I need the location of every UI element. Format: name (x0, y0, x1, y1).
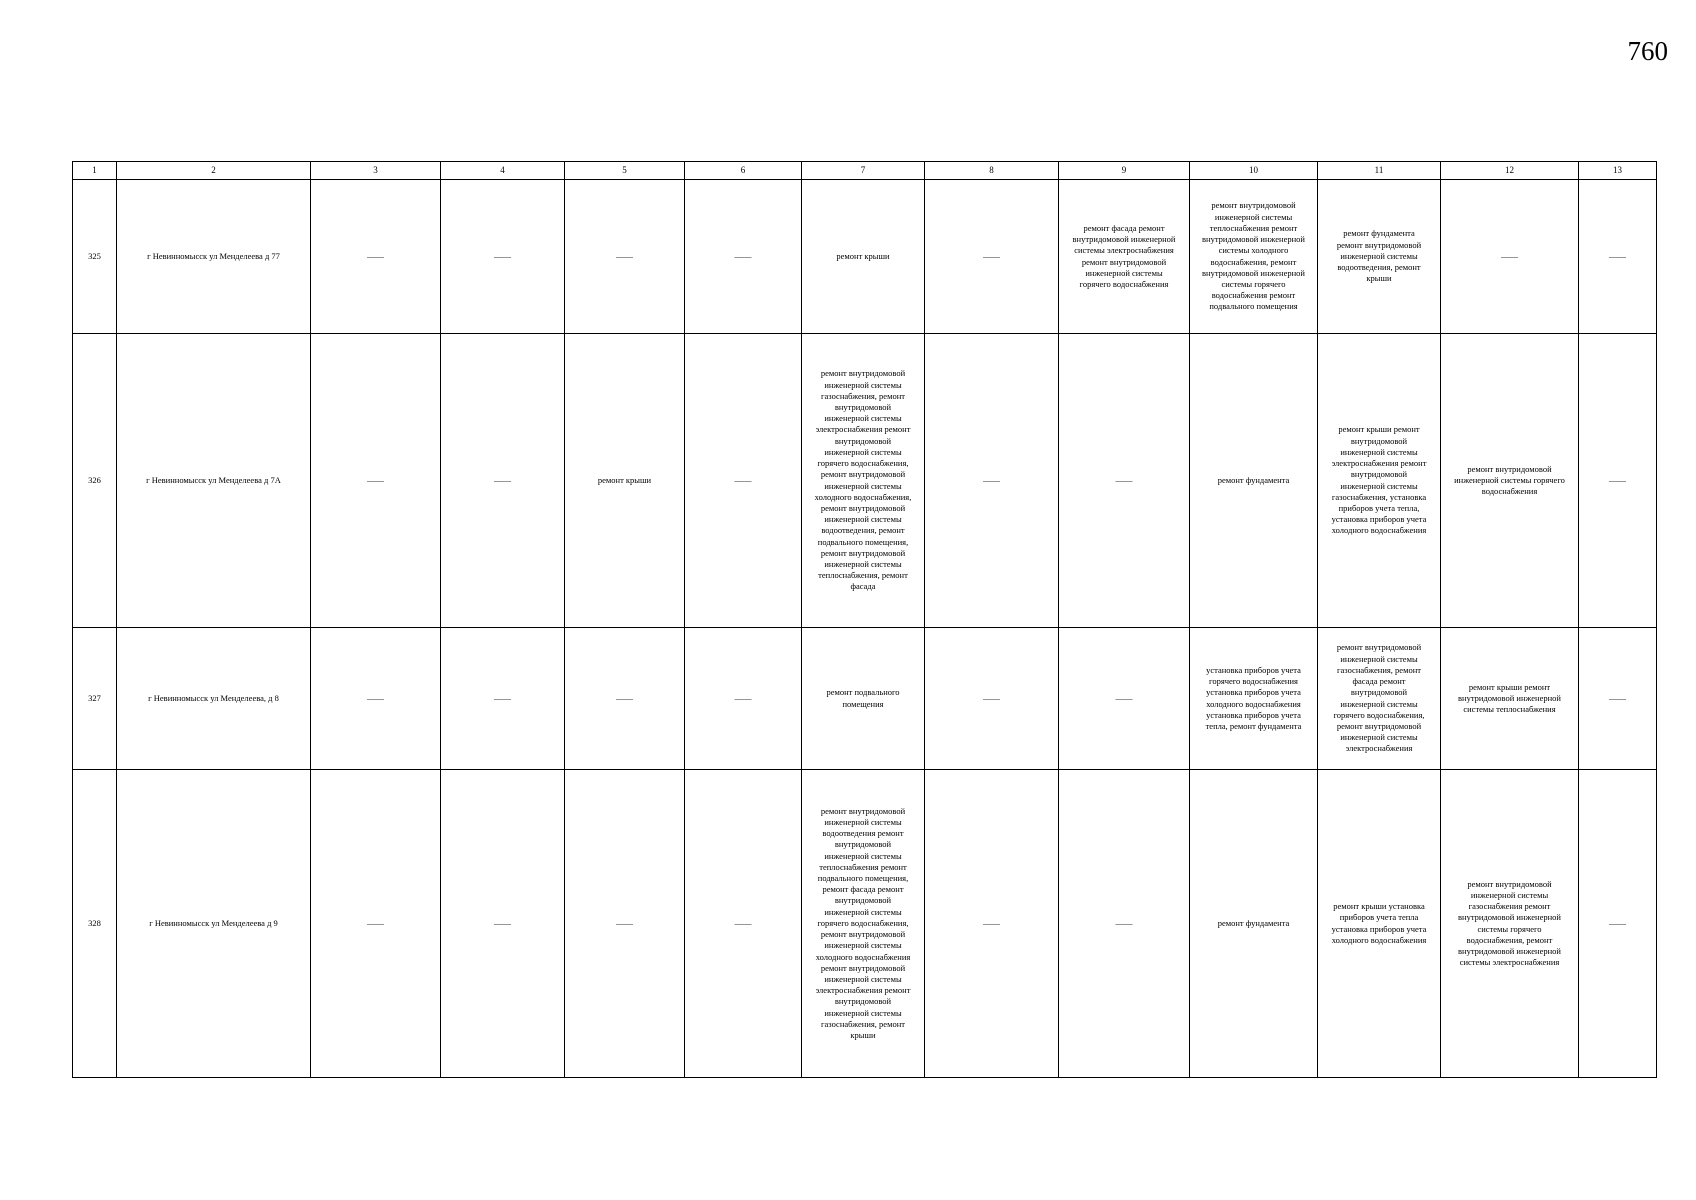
column-header: 4 (441, 162, 565, 180)
table-cell: ремонт внутридомовой инженерной системы газоснабжения, ремонт фасада ремонт внутридомовой инженерной системы горячего водоснабжения, ремонт внутридомовой инженерной системы электроснабжения (1318, 628, 1441, 770)
table-cell: —— (925, 334, 1059, 628)
table-cell: —— (685, 334, 802, 628)
table-cell: ремонт внутридомовой инженерной системы газоснабжения, ремонт внутридомовой инженерной системы электроснабжения ремонт внутридомовой инженерной системы горячего водоснабжения, ремонт внутридомовой инженерной системы холодного водоснабжения, ремонт внутридомовой инженерной системы водоотведения, ремонт подвального помещения, ремонт внутридомовой инженерной системы теплоснабжения, ремонт фасада (802, 334, 925, 628)
table-cell: —— (925, 180, 1059, 334)
table-cell: —— (1059, 334, 1190, 628)
table-row (73, 334, 1657, 628)
table-cell: ремонт внутридомовой инженерной системы теплоснабжения ремонт внутридомовой инженерной системы холодного водоснабжения, ремонт внутридомовой инженерной системы горячего водоснабжения ремонт подвального помещения (1190, 180, 1318, 334)
table-cell: ремонт крыши ремонт внутридомовой инженерной системы электроснабжения ремонт внутридомовой инженерной системы газоснабжения, установка приборов учета тепла, установка приборов учета холодного водоснабжения (1318, 334, 1441, 628)
table-cell: —— (441, 334, 565, 628)
table-cell: —— (311, 770, 441, 1078)
table-cell: —— (1579, 770, 1657, 1078)
column-header: 10 (1190, 162, 1318, 180)
column-header: 7 (802, 162, 925, 180)
column-header: 12 (1441, 162, 1579, 180)
table-cell: —— (565, 180, 685, 334)
column-header: 1 (73, 162, 117, 180)
repair-schedule-table (72, 161, 1657, 1078)
table-cell: —— (441, 628, 565, 770)
column-header: 8 (925, 162, 1059, 180)
table-cell: ремонт крыши (565, 334, 685, 628)
column-header: 3 (311, 162, 441, 180)
table-cell: ремонт внутридомовой инженерной системы горячего водоснабжения (1441, 334, 1579, 628)
table-cell: —— (925, 770, 1059, 1078)
row-number: 327 (73, 628, 117, 770)
table-cell: —— (311, 334, 441, 628)
column-header: 13 (1579, 162, 1657, 180)
table-cell: установка приборов учета горячего водоснабжения установка приборов учета холодного водоснабжения установка приборов учета тепла, ремонт фундамента (1190, 628, 1318, 770)
table-cell: —— (441, 180, 565, 334)
row-number: 328 (73, 770, 117, 1078)
table-cell: ремонт фундамента (1190, 770, 1318, 1078)
table-cell: ремонт фундамента ремонт внутридомовой инженерной системы водоотведения, ремонт крыши (1318, 180, 1441, 334)
table-row (73, 628, 1657, 770)
table-cell: —— (565, 770, 685, 1078)
address-cell: г Невинномысск ул Менделеева д 7А (117, 334, 311, 628)
table-cell: ремонт фундамента (1190, 334, 1318, 628)
page-number: 760 (1627, 36, 1668, 66)
address-cell: г Невинномысск ул Менделеева д 9 (117, 770, 311, 1078)
table-cell: —— (1441, 180, 1579, 334)
table-cell: ремонт крыши установка приборов учета тепла установка приборов учета холодного водоснабжения (1318, 770, 1441, 1078)
address-cell: г Невинномысск ул Менделеева д 77 (117, 180, 311, 334)
table-cell: —— (1059, 770, 1190, 1078)
row-number: 325 (73, 180, 117, 334)
table-cell: —— (311, 628, 441, 770)
table-cell: —— (685, 628, 802, 770)
table-cell: ремонт крыши (802, 180, 925, 334)
table-cell: —— (441, 770, 565, 1078)
table-cell: —— (925, 628, 1059, 770)
table-cell: ремонт фасада ремонт внутридомовой инженерной системы электроснабжения ремонт внутридомовой инженерной системы горячего водоснабжения (1059, 180, 1190, 334)
table-cell: —— (685, 180, 802, 334)
table-cell: —— (1579, 334, 1657, 628)
table-cell: —— (1059, 628, 1190, 770)
table-cell: —— (1579, 628, 1657, 770)
row-number: 326 (73, 334, 117, 628)
table-cell: —— (685, 770, 802, 1078)
address-cell: г Невинномысск ул Менделеева, д 8 (117, 628, 311, 770)
header-row (73, 162, 1657, 180)
table-cell: —— (1579, 180, 1657, 334)
column-header: 5 (565, 162, 685, 180)
table-cell: ремонт внутридомовой инженерной системы водоотведения ремонт внутридомовой инженерной системы теплоснабжения ремонт подвального помещения, ремонт фасада ремонт внутридомовой инженерной системы горячего водоснабжения, ремонт внутридомовой инженерной системы холодного водоснабжения ремонт внутридомовой инженерной системы электроснабжения ремонт внутридомовой инженерной системы газоснабжения, ремонт крыши (802, 770, 925, 1078)
table-row (73, 180, 1657, 334)
table-cell: —— (565, 628, 685, 770)
column-header: 2 (117, 162, 311, 180)
table-row (73, 770, 1657, 1078)
column-header: 11 (1318, 162, 1441, 180)
column-header: 6 (685, 162, 802, 180)
table-cell: ремонт внутридомовой инженерной системы газоснабжения ремонт внутридомовой инженерной системы горячего водоснабжения, ремонт внутридомовой инженерной системы электроснабжения (1441, 770, 1579, 1078)
table-cell: —— (311, 180, 441, 334)
column-header: 9 (1059, 162, 1190, 180)
column-number-header (73, 162, 1657, 180)
table-cell: ремонт крыши ремонт внутридомовой инженерной системы теплоснабжения (1441, 628, 1579, 770)
table-cell: ремонт подвального помещения (802, 628, 925, 770)
